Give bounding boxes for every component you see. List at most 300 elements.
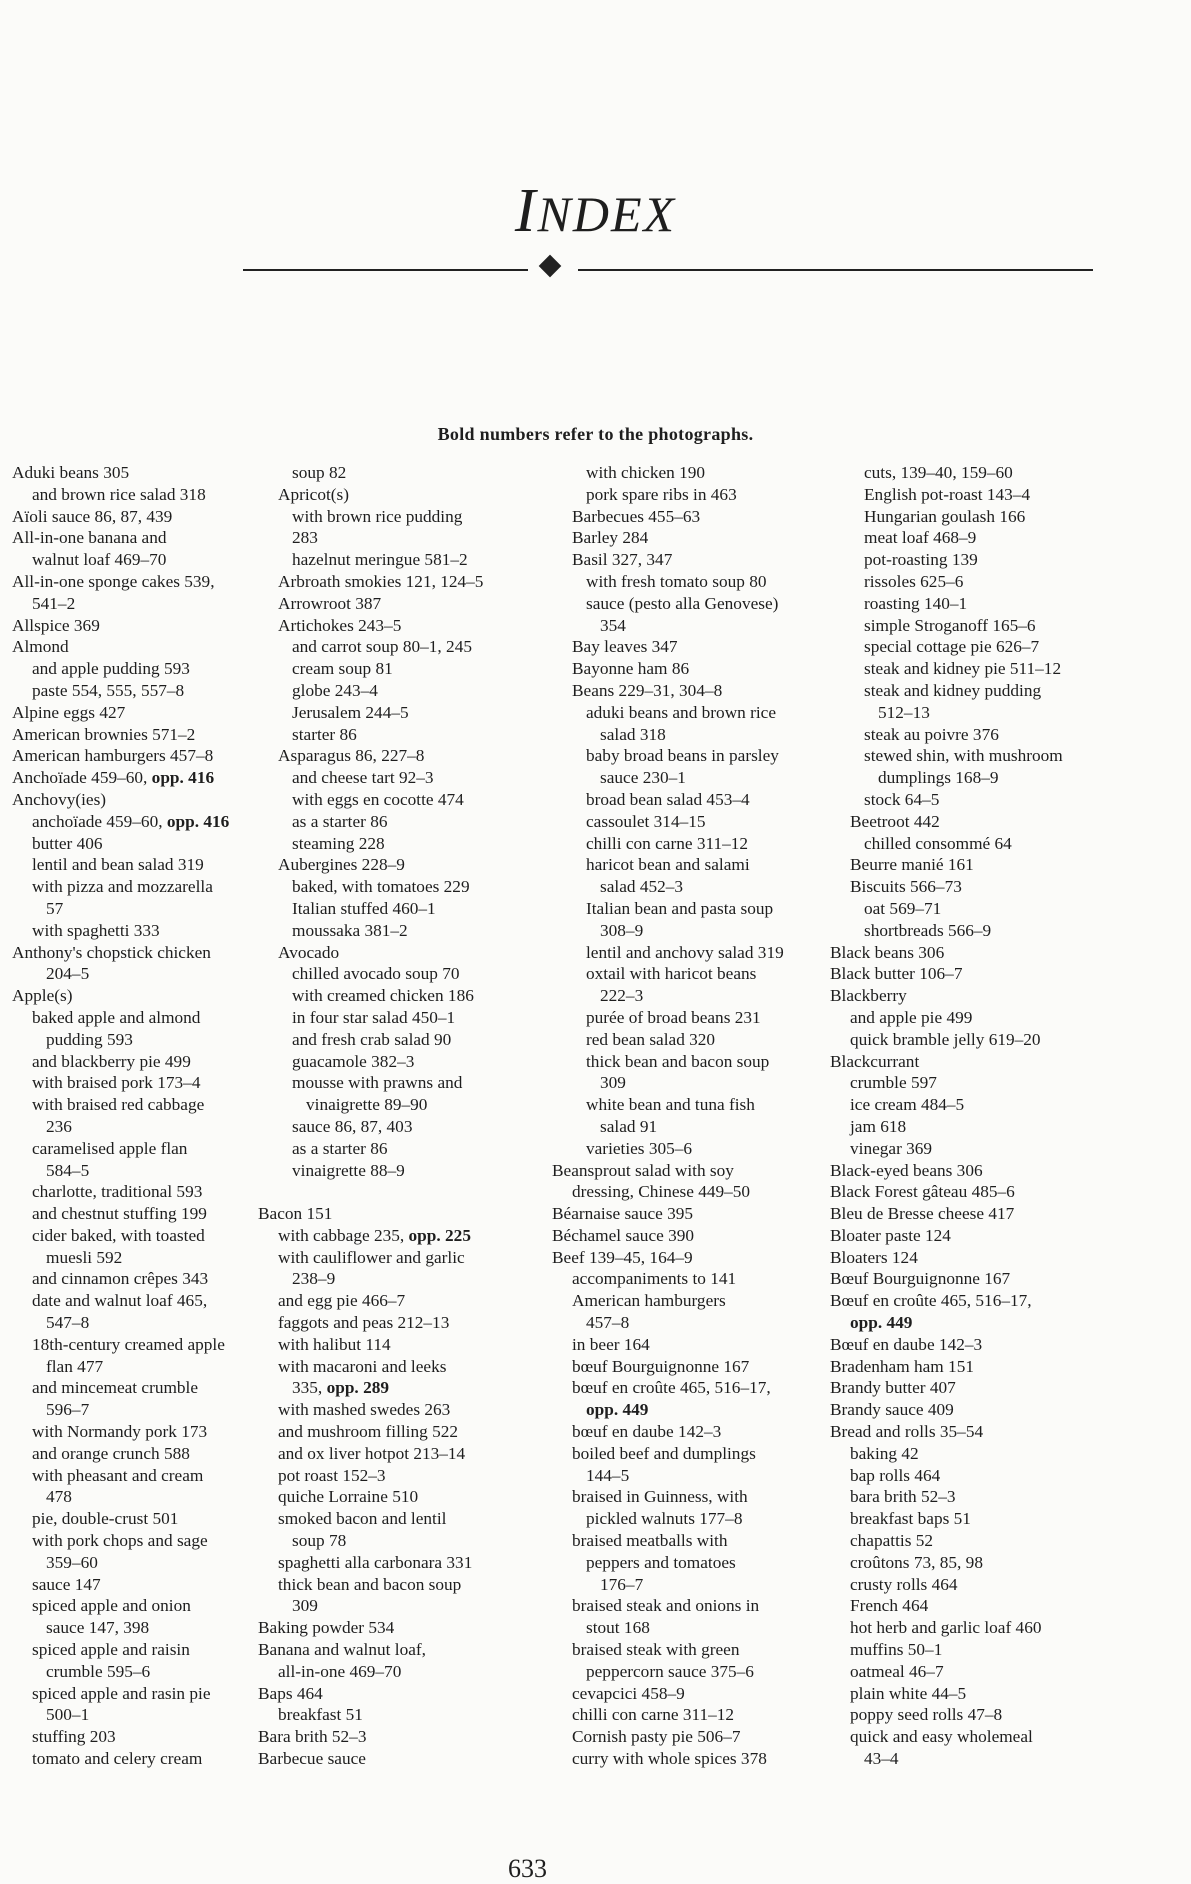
entry-text: American hamburgers 457–8	[12, 746, 214, 766]
index-entry	[830, 1051, 1160, 1073]
entry-text: Barbecue sauce	[258, 1749, 366, 1769]
index-entry	[830, 1268, 1160, 1290]
entry-text: quick bramble jelly 619–20	[850, 1029, 1041, 1049]
index-subentry	[830, 1574, 1160, 1596]
entry-text: with brown rice pudding	[292, 506, 463, 526]
entry-text: and mushroom filling 522	[278, 1422, 459, 1442]
entry-text: bara brith 52–3	[850, 1487, 956, 1507]
entry-text: Aubergines 228–9	[278, 855, 405, 875]
index-subentry	[552, 789, 852, 811]
entry-text: Biscuits 566–73	[850, 877, 962, 897]
entry-text: 176–7	[600, 1574, 644, 1594]
entry-text: flan 477	[46, 1356, 104, 1376]
index-subentry	[830, 1552, 1160, 1574]
entry-text: Bacon 151	[258, 1204, 333, 1224]
index-subentry	[258, 724, 558, 746]
index-subentry	[830, 1072, 1160, 1094]
index-entry	[552, 1160, 852, 1182]
entry-text: chilli con carne 311–12	[572, 1705, 735, 1725]
index-subentry	[830, 1443, 1160, 1465]
entry-text: sauce 86, 87, 403	[292, 1116, 413, 1136]
index-subentry	[830, 1726, 1160, 1748]
entry-text: lentil and bean salad 319	[32, 855, 204, 875]
index-subentry	[258, 1138, 558, 1160]
title-initial: I	[514, 177, 538, 245]
title-rest: NDEX	[537, 186, 677, 242]
index-subentry	[552, 1094, 852, 1116]
index-subentry	[552, 1421, 852, 1443]
index-entry	[12, 636, 277, 658]
index-subentry	[12, 1312, 277, 1334]
entry-text: braised meatballs with	[572, 1531, 728, 1551]
index-subentry	[258, 1377, 558, 1399]
entry-text: baby broad beans in parsley	[586, 746, 779, 766]
entry-text: bœuf en croûte 465, 516–17,	[572, 1378, 771, 1398]
entry-text: pork spare ribs in 463	[586, 484, 737, 504]
entry-text: braised in Guinness, with	[572, 1487, 748, 1507]
entry-text: plain white 44–5	[850, 1683, 967, 1703]
entry-text: Alpine eggs 427	[12, 702, 126, 722]
entry-text: with pheasant and cream	[32, 1465, 204, 1485]
entry-text: spiced apple and rasin pie	[32, 1683, 211, 1703]
index-entry	[12, 527, 277, 549]
entry-text: muffins 50–1	[850, 1640, 943, 1660]
index-subentry	[12, 1486, 277, 1508]
index-subentry	[552, 571, 852, 593]
entry-text: Barley 284	[572, 528, 649, 548]
photo-page-reference: opp. 416	[166, 811, 230, 831]
index-subentry	[258, 1247, 558, 1269]
index-subentry	[12, 1290, 277, 1312]
entry-text: Arbroath smokies 121, 124–5	[278, 571, 484, 591]
index-subentry	[12, 1181, 277, 1203]
diamond-ornament-icon	[539, 255, 562, 278]
entry-text: American brownies 571–2	[12, 724, 196, 744]
entry-text: All-in-one sponge cakes 539,	[12, 571, 215, 591]
entry-text: hazelnut meringue 581–2	[292, 550, 468, 570]
entry-text: and cheese tart 92–3	[292, 768, 434, 788]
index-subentry	[830, 1639, 1160, 1661]
index-subentry	[258, 745, 558, 767]
entry-text: 308–9	[600, 920, 644, 940]
index-subentry	[12, 593, 277, 615]
entry-text: spaghetti alla carbonara 331	[278, 1552, 473, 1572]
entry-text: chapattis 52	[850, 1531, 934, 1551]
entry-text: quiche Lorraine 510	[278, 1487, 419, 1507]
entry-text: Anchovy(ies)	[12, 789, 107, 809]
index-entry	[258, 1726, 558, 1748]
entry-text: 541–2	[32, 593, 76, 613]
index-subentry	[258, 1334, 558, 1356]
entry-text: 236	[46, 1116, 72, 1136]
entry-text: salad 452–3	[600, 877, 684, 897]
entry-text: with creamed chicken 186	[292, 986, 474, 1006]
entry-text: with fresh tomato soup 80	[586, 571, 767, 591]
index-subentry	[552, 1181, 852, 1203]
index-subentry	[12, 1225, 277, 1247]
index-subentry	[258, 462, 558, 484]
index-subentry	[12, 854, 277, 876]
index-subentry	[552, 1399, 852, 1421]
index-subentry	[552, 1726, 852, 1748]
entry-text: Banana and walnut loaf,	[258, 1640, 426, 1660]
index-subentry	[258, 854, 558, 876]
index-entry	[830, 1160, 1160, 1182]
index-entry	[12, 506, 277, 528]
index-subentry	[552, 1029, 852, 1051]
entry-text: English pot-roast 143–4	[864, 484, 1031, 504]
index-subentry	[830, 1595, 1160, 1617]
index-subentry	[830, 484, 1160, 506]
entry-text: pie, double-crust 501	[32, 1509, 179, 1529]
index-subentry	[12, 680, 277, 702]
entry-text: salad 91	[600, 1116, 658, 1136]
index-subentry	[552, 920, 852, 942]
index-subentry	[12, 1421, 277, 1443]
index-subentry	[830, 680, 1160, 702]
index-subentry	[258, 985, 558, 1007]
entry-text: Barbecues 455–63	[572, 506, 701, 526]
index-subentry	[258, 942, 558, 964]
entry-text: Beurre manié 161	[850, 855, 974, 875]
entry-text: spiced apple and onion	[32, 1596, 191, 1616]
entry-text: Béarnaise sauce 395	[552, 1204, 694, 1224]
index-subentry	[12, 920, 277, 942]
entry-text: shortbreads 566–9	[864, 920, 992, 940]
entry-text: spiced apple and raisin	[32, 1640, 190, 1660]
index-subentry	[552, 1312, 852, 1334]
index-subentry	[552, 1377, 852, 1399]
index-subentry	[258, 1595, 558, 1617]
entry-text: Bloaters 124	[830, 1247, 918, 1267]
index-subentry	[12, 1377, 277, 1399]
entry-text: Bay leaves 347	[572, 637, 678, 657]
entry-text: cuts, 139–40, 159–60	[864, 463, 1013, 482]
index-subentry	[12, 1661, 277, 1683]
entry-text: all-in-one 469–70	[278, 1661, 402, 1681]
index-subentry	[830, 593, 1160, 615]
entry-text: 359–60	[46, 1552, 98, 1572]
index-subentry	[12, 1072, 277, 1094]
entry-text: steaming 228	[292, 833, 385, 853]
page-number: 633	[508, 1854, 547, 1883]
entry-text: dressing, Chinese 449–50	[572, 1182, 751, 1202]
entry-text: cassoulet 314–15	[586, 811, 706, 831]
index-subentry	[552, 484, 852, 506]
entry-text: and orange crunch 588	[32, 1443, 190, 1463]
entry-text: meat loaf 468–9	[864, 528, 977, 548]
index-subentry	[258, 963, 558, 985]
entry-text: with braised red cabbage	[32, 1095, 205, 1115]
index-entry	[258, 1683, 558, 1705]
entry-text: and brown rice salad 318	[32, 484, 206, 504]
entry-text: vinegar 369	[850, 1138, 933, 1158]
entry-text: broad bean salad 453–4	[586, 789, 750, 809]
index-subentry	[12, 1465, 277, 1487]
index-subentry	[552, 745, 852, 767]
index-subentry	[830, 1138, 1160, 1160]
index-subentry	[552, 1116, 852, 1138]
index-subentry	[552, 680, 852, 702]
entry-text: globe 243–4	[292, 680, 378, 700]
index-subentry	[258, 811, 558, 833]
entry-text: Beansprout salad with soy	[552, 1160, 734, 1180]
entry-text: baked apple and almond	[32, 1007, 201, 1027]
index-subentry	[552, 593, 852, 615]
index-subentry	[12, 1617, 277, 1639]
entry-text: with cabbage 235,	[278, 1225, 409, 1245]
photo-page-reference: opp. 449	[850, 1313, 913, 1333]
index-entry	[12, 942, 277, 964]
entry-text: Italian bean and pasta soup	[586, 898, 774, 918]
entry-text: lentil and anchovy salad 319	[586, 942, 784, 962]
entry-text: Black beans 306	[830, 942, 945, 962]
entry-text: bap rolls 464	[850, 1465, 941, 1485]
index-subentry	[12, 1508, 277, 1530]
entry-text: Beetroot 442	[850, 811, 940, 831]
index-subentry	[12, 1051, 277, 1073]
entry-text: sauce (pesto alla Genovese)	[586, 593, 779, 613]
entry-text: pudding 593	[46, 1029, 133, 1049]
index-subentry	[830, 789, 1160, 811]
entry-text: Bœuf en daube 142–3	[830, 1334, 983, 1354]
index-entry	[552, 1203, 852, 1225]
index-subentry	[552, 549, 852, 571]
entry-text: rissoles 625–6	[864, 571, 964, 591]
index-subentry	[552, 767, 852, 789]
index-column-4	[830, 462, 1160, 1770]
entry-text: Bradenham ham 151	[830, 1356, 974, 1376]
entry-text: baked, with tomatoes 229	[292, 877, 470, 897]
entry-text: 204–5	[46, 964, 90, 984]
index-subentry	[830, 724, 1160, 746]
entry-text: vinaigrette 89–90	[306, 1095, 428, 1115]
index-subentry	[552, 1072, 852, 1094]
entry-text: with eggs en cocotte 474	[292, 789, 464, 809]
entry-text: 584–5	[46, 1160, 90, 1180]
title-rule-right	[578, 269, 1093, 271]
index-entry	[258, 1203, 558, 1225]
index-subentry	[552, 985, 852, 1007]
title-rule-left	[243, 269, 528, 271]
entry-text: haricot bean and salami	[586, 855, 750, 875]
index-subentry	[830, 1661, 1160, 1683]
index-subentry	[552, 1508, 852, 1530]
index-subentry	[552, 658, 852, 680]
index-subentry	[830, 1312, 1160, 1334]
index-subentry	[552, 1530, 852, 1552]
entry-text: and egg pie 466–7	[278, 1291, 406, 1311]
index-subentry	[830, 702, 1160, 724]
index-entry	[12, 462, 277, 484]
index-subentry	[552, 724, 852, 746]
index-entry	[830, 1356, 1160, 1378]
entry-text: Beans 229–31, 304–8	[572, 680, 723, 700]
entry-text: stock 64–5	[864, 789, 940, 809]
entry-text: chilli con carne 311–12	[586, 833, 749, 853]
entry-text: with Normandy pork 173	[32, 1422, 208, 1442]
index-subentry	[830, 876, 1160, 898]
entry-text: caramelised apple flan	[32, 1138, 188, 1158]
entry-text: and cinnamon crêpes 343	[32, 1269, 209, 1289]
entry-text: bœuf Bourguignonne 167	[572, 1356, 750, 1376]
index-subentry	[258, 1661, 558, 1683]
index-subentry	[258, 1225, 558, 1247]
index-subentry	[552, 1007, 852, 1029]
index-subentry	[12, 1247, 277, 1269]
index-subentry	[12, 1748, 277, 1770]
entry-text: baking 42	[850, 1443, 919, 1463]
entry-text: Bleu de Bresse cheese 417	[830, 1204, 1015, 1224]
index-subentry	[552, 1683, 852, 1705]
index-subentry	[258, 1552, 558, 1574]
entry-text: All-in-one banana and	[12, 528, 167, 548]
entry-text: Bœuf en croûte 465, 516–17,	[830, 1291, 1032, 1311]
entry-text: 512–13	[878, 702, 930, 722]
index-entry	[258, 1617, 558, 1639]
entry-text: quick and easy wholemeal	[850, 1727, 1033, 1747]
index-subentry	[258, 702, 558, 724]
index-subentry	[12, 1356, 277, 1378]
entry-text: 309	[292, 1596, 318, 1616]
index-subentry	[258, 898, 558, 920]
entry-text: cevapcici 458–9	[572, 1683, 685, 1703]
entry-text: Hungarian goulash 166	[864, 506, 1026, 526]
entry-text: Basil 327, 347	[572, 550, 673, 570]
index-entry	[830, 1247, 1160, 1269]
index-subentry	[12, 876, 277, 898]
entry-text: oatmeal 46–7	[850, 1661, 944, 1681]
entry-text: cream soup 81	[292, 659, 393, 679]
entry-text: with pizza and mozzarella	[32, 877, 213, 897]
entry-text: stuffing 203	[32, 1727, 116, 1747]
entry-text: special cottage pie 626–7	[864, 637, 1040, 657]
entry-text: varieties 305–6	[586, 1138, 693, 1158]
index-subentry	[552, 854, 852, 876]
index-subentry	[258, 593, 558, 615]
entry-text: with cauliflower and garlic	[278, 1247, 465, 1267]
index-subentry	[12, 1116, 277, 1138]
entry-text: 18th-century creamed apple	[32, 1334, 225, 1354]
entry-text: faggots and peas 212–13	[278, 1313, 450, 1333]
index-subentry	[830, 1465, 1160, 1487]
index-subentry	[830, 1508, 1160, 1530]
entry-text: 43–4	[864, 1749, 899, 1769]
entry-text: crumble 595–6	[46, 1661, 151, 1681]
index-subentry	[552, 506, 852, 528]
index-subentry	[12, 1138, 277, 1160]
entry-text: 478	[46, 1487, 72, 1507]
index-subentry	[830, 767, 1160, 789]
entry-text: guacamole 382–3	[292, 1051, 415, 1071]
index-subentry	[830, 571, 1160, 593]
index-subentry	[258, 1116, 558, 1138]
index-subentry	[12, 1726, 277, 1748]
entry-text: as a starter 86	[292, 1138, 388, 1158]
index-subentry	[258, 1356, 558, 1378]
index-subentry	[12, 1029, 277, 1051]
page-title	[0, 177, 1191, 245]
entry-text: Avocado	[278, 942, 340, 962]
entry-text: braised steak with green	[572, 1640, 740, 1660]
entry-text: Béchamel sauce 390	[552, 1225, 695, 1245]
index-column-2	[258, 462, 558, 1770]
entry-text: soup 82	[292, 463, 347, 482]
entry-text: smoked bacon and lentil	[278, 1509, 447, 1529]
index-subentry	[552, 942, 852, 964]
index-subentry	[552, 1290, 852, 1312]
index-subentry	[258, 1290, 558, 1312]
entry-text: paste 554, 555, 557–8	[32, 680, 185, 700]
entry-text: curry with whole spices 378	[572, 1749, 767, 1769]
index-subentry	[258, 636, 558, 658]
entry-text: Bloater paste 124	[830, 1225, 951, 1245]
index-entry	[830, 1225, 1160, 1247]
index-subentry	[552, 1443, 852, 1465]
entry-text: and blackberry pie 499	[32, 1051, 191, 1071]
index-entry	[12, 985, 277, 1007]
index-subentry	[258, 615, 558, 637]
index-subentry	[12, 1443, 277, 1465]
index-subentry	[552, 1661, 852, 1683]
index-entry	[830, 1377, 1160, 1399]
index-subentry	[258, 1574, 558, 1596]
index-subentry	[258, 1530, 558, 1552]
index-subentry	[12, 658, 277, 680]
photo-page-reference: opp. 416	[151, 768, 215, 788]
entry-text: with chicken 190	[586, 463, 706, 482]
index-subentry	[12, 1007, 277, 1029]
index-subentry	[830, 1116, 1160, 1138]
index-subentry	[258, 1007, 558, 1029]
index-subentry	[258, 789, 558, 811]
index-entry	[830, 1421, 1160, 1443]
index-subentry	[12, 963, 277, 985]
entry-text: sauce 230–1	[600, 768, 686, 788]
entry-text: Apricot(s)	[278, 484, 350, 504]
index-subentry	[552, 1268, 852, 1290]
entry-text: muesli 592	[46, 1247, 123, 1267]
entry-text: Aduki beans 305	[12, 463, 130, 482]
entry-text: Brandy butter 407	[830, 1378, 956, 1398]
entry-text: pickled walnuts 177–8	[586, 1509, 743, 1529]
index-subentry	[12, 898, 277, 920]
index-subentry	[258, 920, 558, 942]
entry-text: 57	[46, 898, 64, 918]
index-subentry	[258, 1486, 558, 1508]
entry-text: simple Stroganoff 165–6	[864, 615, 1036, 635]
index-subentry	[12, 1203, 277, 1225]
entry-text: charlotte, traditional 593	[32, 1182, 203, 1202]
entry-text: vinaigrette 88–9	[292, 1160, 405, 1180]
index-entry	[830, 1203, 1160, 1225]
index-subentry	[830, 811, 1160, 833]
index-subentry	[830, 898, 1160, 920]
entry-text: 457–8	[586, 1313, 630, 1333]
index-subentry	[552, 1334, 852, 1356]
entry-text: in four star salad 450–1	[292, 1007, 456, 1027]
index-subentry	[258, 1029, 558, 1051]
index-subentry	[258, 549, 558, 571]
entry-text: Arrowroot 387	[278, 593, 382, 613]
entry-text: 335,	[292, 1378, 327, 1398]
index-subentry	[258, 484, 558, 506]
entry-text: walnut loaf 469–70	[32, 550, 167, 570]
entry-text: with braised pork 173–4	[32, 1073, 201, 1093]
entry-text: 354	[600, 615, 626, 635]
entry-text: Anthony's chopstick chicken	[12, 942, 211, 962]
entry-text: and apple pudding 593	[32, 659, 190, 679]
